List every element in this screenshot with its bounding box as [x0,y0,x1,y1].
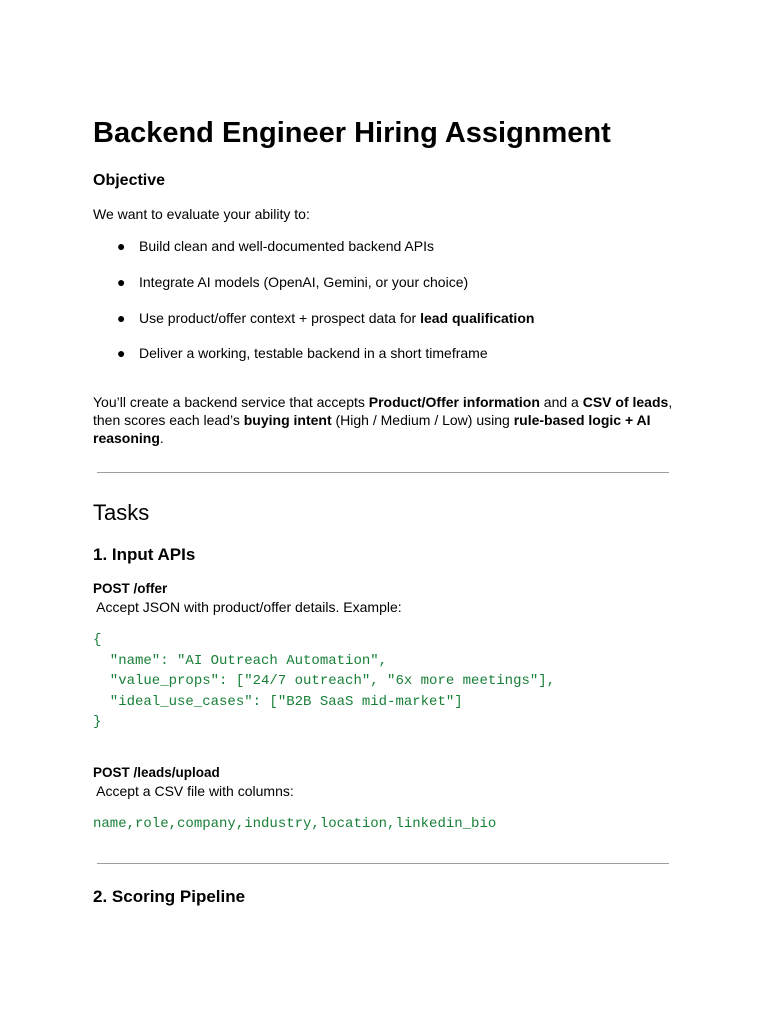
bullet-icon: ● [117,238,126,254]
summary-bold: rule-based logic + AI reasoning [93,412,651,446]
section-heading-scoring-pipeline: 2. Scoring Pipeline [93,887,246,906]
list-item-text: Deliver a working, testable backend in a short timeframe [139,345,488,361]
code-line: "name": "AI Outreach Automation", [93,652,388,669]
summary-bold: Product/Offer information [368,394,540,410]
list-item [117,273,469,291]
list-item [117,237,434,255]
summary-bold: CSV of leads [582,394,669,410]
csv-columns-code: name,role,company,industry,location,linkedin_bio [93,816,497,832]
code-line: } [93,714,102,730]
offer-json-code-block [93,630,555,733]
list-item [117,344,488,362]
endpoint-leads-upload: POST /leads/upload [93,765,220,780]
endpoint-offer-description: Accept JSON with product/offer details. Example: [93,599,402,615]
bullet-icon: ● [117,345,126,361]
document-title: Backend Engineer Hiring Assignment [93,117,611,149]
section-heading-input-apis: 1. Input APIs [93,545,196,564]
bullet-icon: ● [117,274,126,290]
tasks-heading: Tasks [93,500,150,525]
objective-intro: We want to evaluate your ability to: [93,206,310,222]
code-line: "value_props": ["24/7 outreach", "6x more meetings"], [93,673,556,689]
bullet-icon: ● [117,310,126,326]
list-item-text: Integrate AI models (OpenAI, Gemini, or your choice) [139,274,469,290]
list-item [117,309,535,327]
summary-text: (High / Medium / Low) using [331,412,514,428]
summary-text: You’ll create a backend service that accepts [93,394,369,410]
objective-heading: Objective [93,172,166,189]
summary-text: , then scores each lead’s [93,394,673,428]
summary-text: and a [539,394,583,410]
code-line: { [93,632,102,648]
code-line: "ideal_use_cases": ["B2B SaaS mid-market"] [93,693,463,710]
summary-text: . [159,430,164,446]
endpoint-offer: POST /offer [93,581,168,596]
list-item-text: Use product/offer context + prospect data for [139,310,421,326]
endpoint-leads-description: Accept a CSV file with columns: [93,783,294,799]
objective-summary [93,393,678,447]
list-item-bold: lead qualification [420,310,535,326]
list-item-text: Build clean and well-documented backend APIs [139,238,434,254]
horizontal-divider [97,863,669,864]
summary-bold: buying intent [243,412,332,428]
horizontal-divider [97,472,669,473]
